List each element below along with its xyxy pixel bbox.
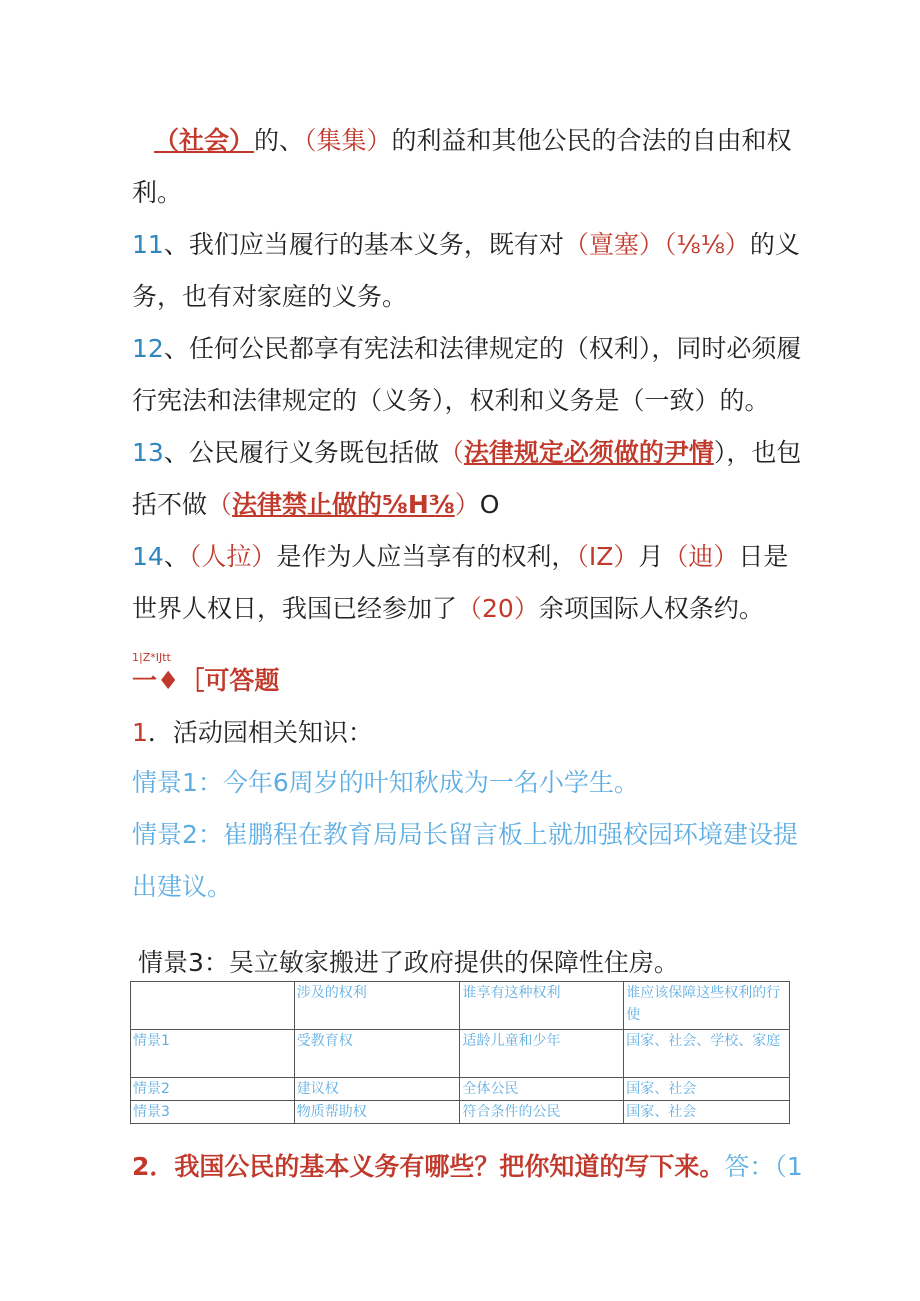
- question-12-cont: 行宪法和法律规定的（义务），权利和义务是（一致）的。: [132, 386, 770, 415]
- item-2: 2．我国公民的基本义务有哪些？把你知道的写下来。答：（1: [132, 1152, 803, 1181]
- question-12: 12、任何公民都享有宪法和法律规定的（权利），同时必须履: [132, 334, 802, 363]
- table-cell: 受教育权: [294, 1030, 460, 1078]
- table-header-cell: 谁应该保障这些权利的行使: [624, 982, 790, 1030]
- table-cell: 情景3: [131, 1101, 295, 1124]
- table-cell: 适龄儿童和少年: [460, 1030, 624, 1078]
- section-heading: 一♦［可答题: [132, 666, 280, 695]
- table-row: [131, 1101, 790, 1124]
- table-header-cell: 谁享有这种权利: [460, 982, 624, 1030]
- scene-2: 情景2：崔鹏程在教育局局长留言板上就加强校园环境建设提: [132, 820, 798, 849]
- table-cell: 情景1: [131, 1030, 295, 1078]
- table-cell: 物质帮助权: [294, 1101, 460, 1124]
- question-14-cont: 世界人权日，我国已经参加了（20）余项国际人权条约。: [132, 594, 764, 623]
- table-cell: 国家、社会: [624, 1101, 790, 1124]
- table-cell: 情景2: [131, 1078, 295, 1101]
- scene-2-cont: 出建议。: [132, 872, 233, 901]
- question-11: 11、我们应当履行的基本义务，既有对（亶塞）（⅛⅛）的义: [132, 230, 800, 259]
- table-header-cell: 涉及的权利: [294, 982, 460, 1030]
- table-cell: 国家、社会、学校、家庭: [624, 1030, 790, 1078]
- table-header-row: [131, 982, 790, 1030]
- line-society-collective: （社会）的、（集集）的利益和其他公民的合法的自由和权: [154, 126, 792, 155]
- question-14: 14、（人拉）是作为人应当享有的权利，（IZ）月（迪）日是: [132, 542, 789, 571]
- question-13: 13、公民履行义务既包括做（法律规定必须做的尹情），也包: [132, 438, 802, 467]
- table-row: [131, 1030, 790, 1078]
- line-continuation: 利。: [132, 178, 183, 207]
- small-note: 1|Z*IJtt: [132, 651, 171, 664]
- table-cell: 全体公民: [460, 1078, 624, 1101]
- table-header-cell: [131, 982, 295, 1030]
- table-cell: 建议权: [294, 1078, 460, 1101]
- table-cell: 国家、社会: [624, 1078, 790, 1101]
- rights-table: [130, 981, 790, 1124]
- table-row: [131, 1078, 790, 1101]
- question-11-cont: 务，也有对家庭的义务。: [132, 282, 408, 311]
- scene-1: 情景1：今年6周岁的叶知秋成为一名小学生。: [132, 768, 639, 797]
- question-13-cont: 括不做（法律禁止做的⅝H⅜）O: [132, 490, 500, 519]
- table-cell: 符合条件的公民: [460, 1101, 624, 1124]
- item-1: 1．活动园相关知识：: [132, 718, 373, 747]
- scene-3: 情景3：吴立敏家搬进了政府提供的保障性住房。: [138, 948, 679, 977]
